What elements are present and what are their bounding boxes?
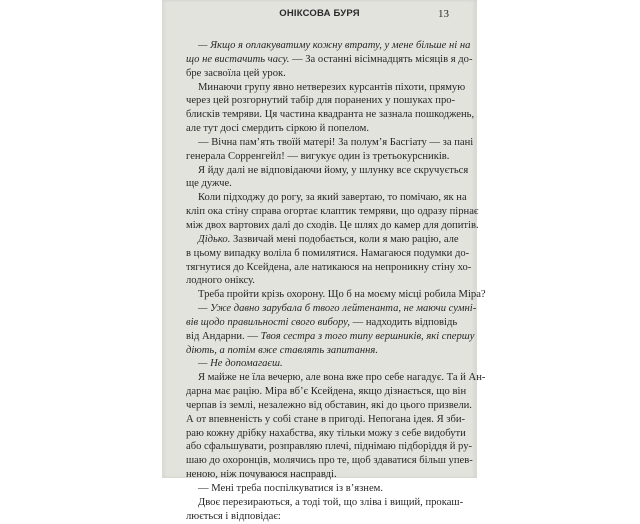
text-segment: кліп ока стіну справа огортає клаптик темряви, що одразу пірнає xyxy=(186,206,479,218)
text-line xyxy=(186,108,475,122)
text-segment: раю кожну дрібку нахабства, яку тільки можу з себе видобути xyxy=(186,427,466,439)
paragraph xyxy=(186,496,464,524)
italic-text: Твоя сестра з того типу вершників, які спершу xyxy=(260,330,475,342)
paragraph xyxy=(186,302,477,357)
running-title: ОНІКСОВА БУРЯ xyxy=(279,8,360,19)
text-segment: неною, ніж почуваюся насправді. xyxy=(186,469,337,481)
text-segment: Я йду далі не відповідаючи йому, у шлунку все скручується xyxy=(198,164,469,176)
italic-text: що не вистачить часу. xyxy=(186,53,290,65)
text-segment: — Мені треба поспілкуватися із в’язнем. xyxy=(198,483,384,494)
paragraph xyxy=(186,136,474,164)
text-line xyxy=(186,150,452,164)
text-segment: ще дужче. xyxy=(186,178,232,190)
text-line xyxy=(186,67,452,81)
paragraph xyxy=(186,357,452,371)
text-line xyxy=(186,94,456,108)
text-segment: люється і відповідає: xyxy=(186,510,281,522)
text-segment: Треба пройти крізь охорону. Що б на моєму місці робила Міра? xyxy=(198,289,486,301)
italic-text: — Уже давно зарубала б твого лейтенанта, не маючи сумні- xyxy=(198,303,477,315)
page-header xyxy=(162,8,477,24)
text-line xyxy=(186,233,459,247)
text-line xyxy=(186,39,471,53)
paragraph xyxy=(186,39,473,81)
text-segment: Двоє перезираються, а тоді той, що зліва і вищий, прокаш- xyxy=(198,496,464,508)
text-line xyxy=(186,261,472,275)
text-segment: — надходить відповідь xyxy=(350,316,458,328)
text-line xyxy=(186,288,486,302)
text-line xyxy=(186,219,479,233)
text-segment: шаю до охоронців, молячись про те, щоб здаватися більш упев- xyxy=(186,455,473,467)
text-segment: Зазвичай мені подобається, коли я маю рацію, але xyxy=(230,233,459,245)
italic-text: — Не допомагаєш. xyxy=(198,358,283,370)
paragraph xyxy=(186,288,486,302)
italic-text: Дідько. xyxy=(198,233,231,245)
text-segment: тягнутися до Ксейдена, але натикаюся на непроникну стіну хо- xyxy=(186,261,472,273)
italic-text: вів щодо правильності свого вибору, xyxy=(186,316,350,328)
text-segment: черпав із землі, незалежно від обставин, які до цього призвели. xyxy=(186,399,472,411)
text-line xyxy=(186,191,467,205)
text-segment: — За останні вісімнадцять місяців я до- xyxy=(289,53,473,65)
text-line xyxy=(186,330,475,344)
text-line xyxy=(186,454,473,468)
text-segment: через цей розгорнутий табір для поранених у пошуках про- xyxy=(186,95,456,107)
text-line xyxy=(186,177,452,191)
text-line xyxy=(186,427,466,441)
text-line xyxy=(186,344,452,358)
text-line xyxy=(186,53,473,67)
text-line xyxy=(186,316,458,330)
text-line xyxy=(186,413,466,427)
text-line xyxy=(186,357,452,371)
book-page xyxy=(162,0,486,522)
text-segment: від Андарни. — xyxy=(186,330,261,342)
italic-text: діють, а потім вже ставлять запитання. xyxy=(186,344,378,356)
text-line xyxy=(186,399,472,413)
text-segment: Я майже не їла вечерю, але вона вже про себе нагадує. Та й Ан- xyxy=(198,372,486,384)
text-segment: в цьому випадку воліла б помилятися. Намагаюся подумки до- xyxy=(186,247,470,259)
text-segment: бре засвоїла цей урок. xyxy=(186,67,286,79)
text-segment: або сфальшувати, розправляю плечі, піднімаю підборіддя й ру- xyxy=(186,441,473,453)
text-segment: Коли підходжу до рогу, за який завертаю, то помічаю, як на xyxy=(198,192,467,204)
paragraph xyxy=(186,371,486,482)
paragraph xyxy=(186,233,472,288)
text-line xyxy=(186,440,473,454)
paragraph xyxy=(186,81,475,136)
text-line xyxy=(186,385,467,399)
text-segment: дарна має рацію. Міра вб’є Ксейдена, якщо дізнається, що він xyxy=(186,386,467,398)
text-line xyxy=(186,302,477,316)
text-line xyxy=(186,81,466,95)
paragraph xyxy=(186,482,452,496)
body-text xyxy=(186,39,486,524)
text-line xyxy=(186,205,479,219)
text-segment: лодного оніксу. xyxy=(186,275,255,287)
text-segment: — Вічна пам’ять твоїй матері! За полум’я Басгіату — за пані xyxy=(198,136,474,148)
text-segment: А от впевненість у собі стане в пригоді. Непогана ідея. Я зби- xyxy=(186,413,466,425)
text-line xyxy=(186,371,486,385)
text-line xyxy=(186,122,452,136)
page-number: 13 xyxy=(438,8,449,20)
text-line xyxy=(186,164,469,178)
text-line xyxy=(186,136,474,150)
text-segment: Минаючи групу явно нетверезих курсантів піхоти, прямую xyxy=(198,81,466,93)
italic-text: — Якщо я оплакуватиму кожну втрату, у мене більше ні на xyxy=(198,40,471,51)
text-segment: генерала Сорренгейл! — вигукує один із третьокурсників. xyxy=(186,150,450,162)
paragraph xyxy=(186,164,469,192)
text-line xyxy=(186,496,464,510)
text-segment: блисків темряви. Ця частина квадранта не зазнала пошкоджень, xyxy=(186,109,475,121)
text-line xyxy=(186,482,452,496)
text-line xyxy=(186,510,452,524)
text-line xyxy=(186,274,452,288)
text-segment: але тут досі смердить сіркою й попелом. xyxy=(186,123,369,135)
text-line xyxy=(186,247,470,261)
text-segment: між двох вартових далі до сходів. Це шлях до камер для допитів. xyxy=(186,219,479,231)
paragraph xyxy=(186,191,479,233)
